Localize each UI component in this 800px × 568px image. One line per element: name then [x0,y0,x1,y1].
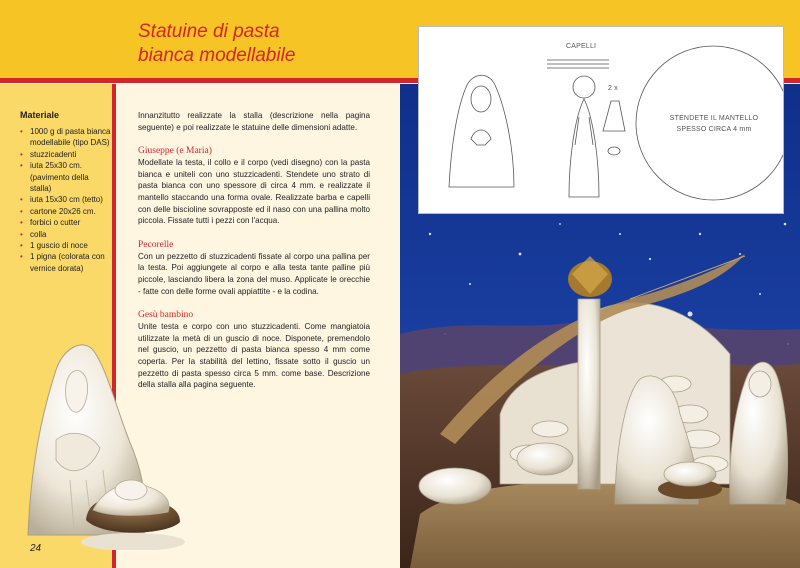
mantle-label-line-2: SPESSO CIRCA 4 mm [676,126,752,133]
materials-item: • 1 guscio di noce [20,240,112,251]
mantle-circle-drawing [636,46,783,200]
materials-list [20,126,112,274]
mary-figurine-photo [8,330,198,550]
materials-item: • 1000 g di pasta bianca modellabile (tipo DAS) [20,126,112,149]
mary-outline-drawing [449,75,514,187]
pattern-diagram [418,26,784,214]
section-heading-pecorelle: Pecorelle [138,239,174,250]
capelli-label: CAPELLI [566,43,597,50]
materials-item: • stuzzicadenti [20,149,112,160]
materials-item: • cartone 20x26 cm. [20,206,112,217]
mantle-label-line-1: STENDETE IL MANTELLO [669,115,759,122]
page-title [138,20,295,68]
materials-heading: Materiale [20,110,60,120]
section-heading-giuseppe: Giuseppe (e Maria) [138,146,212,157]
title-line-2: bianca modellabile [138,45,296,66]
intro-paragraph: Innanzitutto realizzate la stalla (descrizione nella pagina seguente) e poi realizzate le statuine delle dimensioni adatte. [138,111,370,132]
arm-piece-drawing [603,101,625,131]
materials-item: • iuta 15x30 cm (tetto) [20,194,112,205]
materials-item: • 1 pigna (colorata con vernice dorata) [20,251,112,274]
section-heading-gesu: Gesù bambino [138,310,194,321]
materials-item: • forbici o cutter [20,217,112,228]
section-text-pecorelle: Con un pezzetto di stuzzicadenti fissate al corpo una pallina per la testa. Poi aggiungete al corpo e alla testa tante palline più piccole, lasciando libera la zona del muso. Applicate le orecchie - fatte con delle forme ovali appiattite - e la codina. [138,251,370,296]
section-text-gesu: Unite testa e corpo con uno stuzzicadenti. Come mangiatoia utilizzate la metà di un guscio di noce. Disponete, premendolo nel guscio, un pezzetto di pasta bianca spesso 4 mm come coperta. Per la stabilità del lettino, fissate sotto il guscio un pezzetto di pasta spesso circa 5 mm. come base. Descrizione della stalla alla pagina seguente. [138,322,370,390]
count-label: 2 x [608,85,618,92]
body-drawing [569,99,599,197]
head-drawing [573,76,595,98]
materials-item: • iuta 25x30 cm. (pavimento della stalla) [20,160,112,194]
title-line-1: Statuine di pasta [138,21,280,42]
materials-item: • colla [20,229,112,240]
page-number: 24 [30,543,42,554]
section-text-giuseppe: Modellate la testa, il collo e il corpo (vedi disegno) con la pasta bianca e uniteli con uno stuzzicadenti. Stendete uno strato di pasta bianca con uno spessore di circa 4 mm. e realizzate il mantello staccando una forma ovale. Realizzate barba e capelli con delle biscioline sovrapposte ed il naso con una pallina molto piccola. Fissate tutti i pezzi con l'acqua. [138,158,370,226]
